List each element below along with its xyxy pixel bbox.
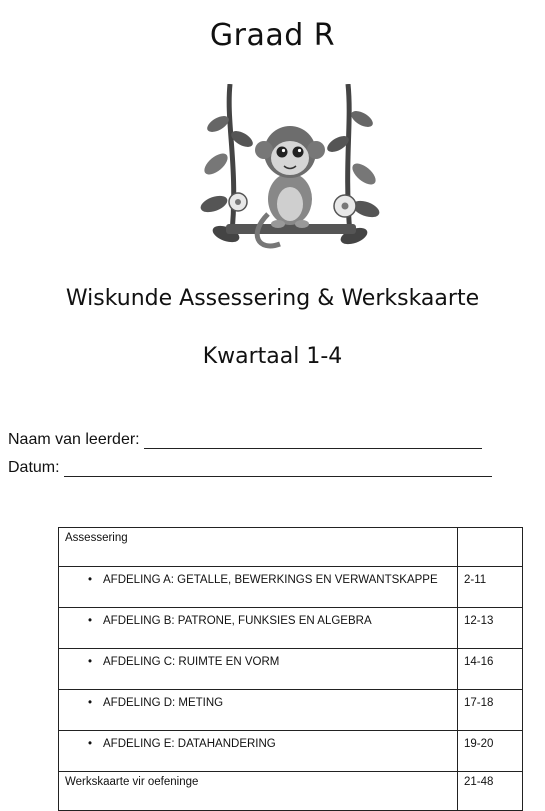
assessment-header-cell: Assessering	[59, 528, 458, 567]
section-label: AFDELING B: PATRONE, FUNKSIES EN ALGEBRA	[103, 615, 372, 627]
learner-name-line[interactable]	[144, 432, 482, 449]
table-row	[59, 608, 523, 649]
date-field	[8, 459, 492, 477]
table-row	[59, 528, 523, 567]
section-pages: 14-16	[458, 649, 523, 690]
section-label: AFDELING D: METING	[103, 697, 224, 709]
bullet: •	[87, 615, 93, 627]
section-label: AFDELING E: DATAHANDERING	[103, 738, 276, 750]
table-row	[59, 772, 523, 811]
contents-table	[58, 527, 523, 811]
section-pages: 17-18	[458, 690, 523, 731]
section-pages: 19-20	[458, 731, 523, 772]
bullet: •	[87, 738, 93, 750]
worksheets-pages: 21-48	[458, 772, 523, 811]
bullet: •	[87, 697, 93, 709]
document-subtitle: Wiskunde Assessering & Werkskaarte	[65, 286, 480, 311]
bullet: •	[87, 656, 93, 668]
worksheets-label: Werkskaarte vir oefeninge	[59, 772, 458, 811]
section-pages: 2-11	[458, 567, 523, 608]
date-label: Datum:	[8, 459, 60, 476]
date-line[interactable]	[64, 460, 492, 477]
section-label: AFDELING C: RUIMTE EN VORM	[103, 656, 280, 668]
section-label: AFDELING A: GETALLE, BEWERKINGS EN VERWANTSKAPPE	[103, 574, 438, 586]
quarter-label: Kwartaal 1-4	[202, 344, 343, 369]
table-row	[59, 731, 523, 772]
assessment-header-pages-cell	[458, 528, 523, 567]
bullet: •	[87, 574, 93, 586]
monkey-on-swing-illustration	[198, 84, 383, 264]
page-title: Graad R	[209, 18, 336, 53]
section-pages: 12-13	[458, 608, 523, 649]
learner-name-field	[8, 431, 482, 449]
table-row	[59, 567, 523, 608]
table-row	[59, 649, 523, 690]
learner-name-label: Naam van leerder:	[8, 431, 140, 448]
table-row	[59, 690, 523, 731]
